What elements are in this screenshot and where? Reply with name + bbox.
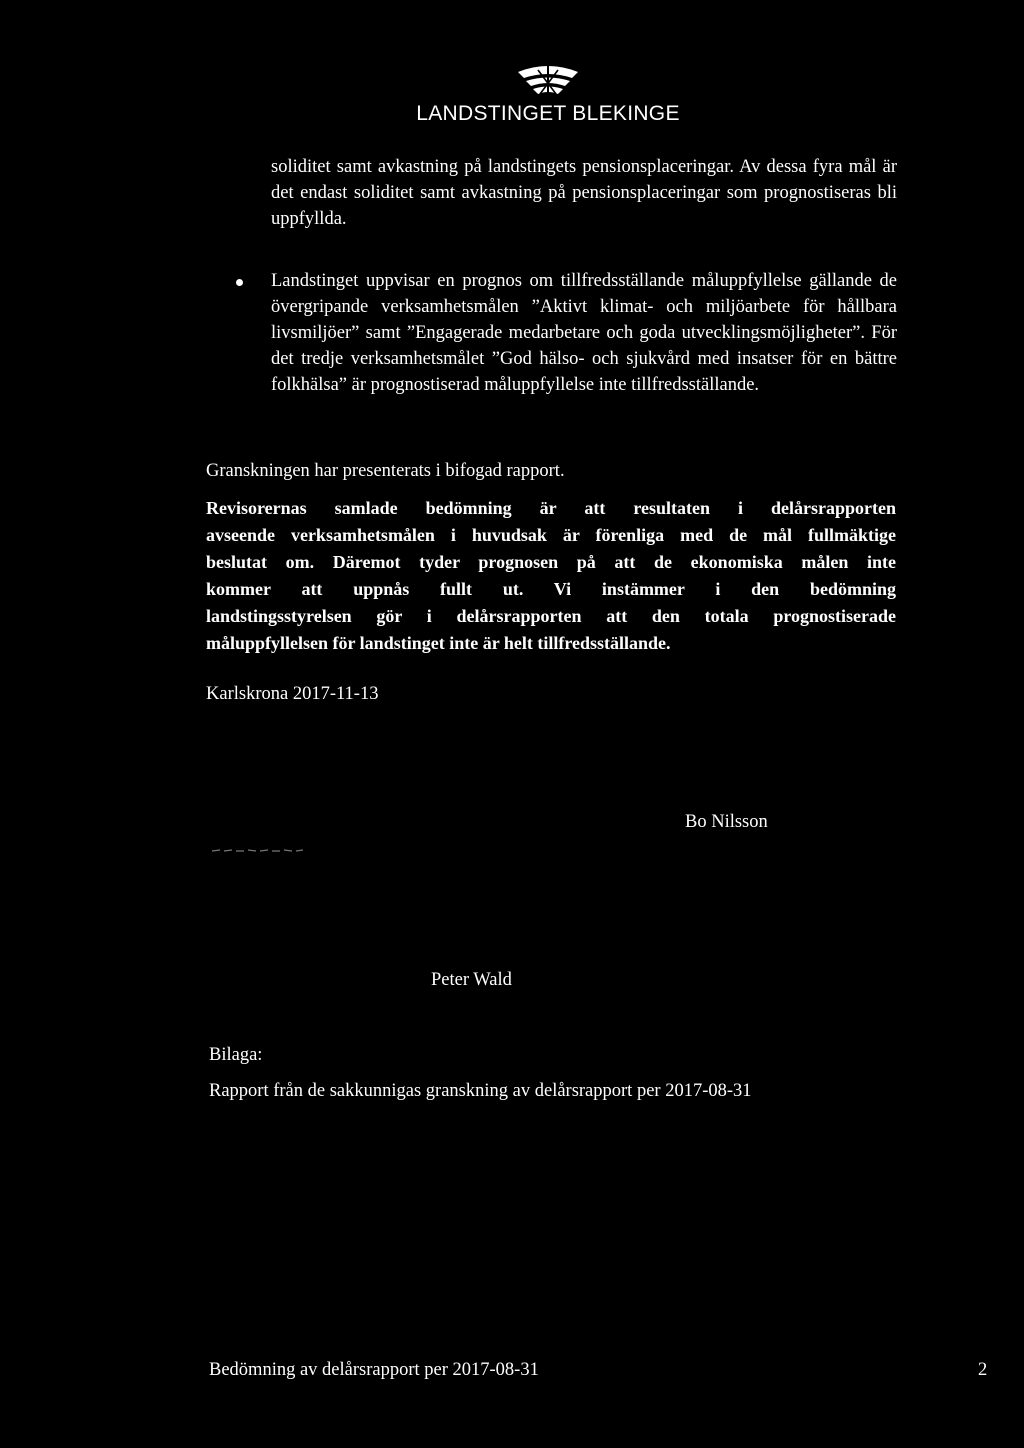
auditors-summary (206, 495, 896, 657)
attachment-item: Rapport från de sakkunnigas granskning av delårsrapport per 2017-08-31 (209, 1081, 752, 1101)
signer-name: Bo Nilsson (685, 812, 768, 832)
summary-line: kommer att uppnås fullt ut. Vi instämmer i den bedömning (206, 579, 896, 599)
org-name: LANDSTINGET BLEKINGE (416, 102, 680, 125)
place-date: Karlskrona 2017-11-13 (206, 684, 379, 704)
landstinget-emblem-icon (512, 62, 584, 98)
review-note-text: Granskningen har presenterats i bifogad rapport. (206, 461, 565, 481)
signer-name: Peter Wald (431, 970, 512, 990)
summary-line: Revisorernas samlade bedömning är att resultaten i delårsrapporten (206, 498, 896, 518)
paragraph-text: soliditet samt avkastning på landstingets pensionsplaceringar. Av dessa fyra mål är det endast soliditet samt avkastning på pensionsplaceringar som prognostiseras bli uppfyllda. (271, 157, 897, 229)
body-paragraph-intro (271, 154, 897, 232)
bullet-item (232, 268, 897, 398)
bullet-icon (236, 279, 243, 286)
attachment-label: Bilaga: (209, 1045, 263, 1065)
summary-line: måluppfyllelsen för landstinget inte är helt tillfredsställande. (206, 633, 671, 653)
faint-signature-mark (210, 846, 305, 854)
header-logo (410, 62, 686, 126)
footer-title: Bedömning av delårsrapport per 2017-08-31 (209, 1360, 539, 1380)
bullet-list (232, 268, 897, 398)
summary-line: landstingsstyrelsen gör i delårsrapporten att den totala prognostiserade (206, 606, 896, 626)
bullet-text: Landstinget uppvisar en prognos om tillfredsställande måluppfyllelse gällande de övergripande verksamhetsmålen ”Aktivt klimat- och miljöarbete för hållbara livsmiljöer” samt ”Engagerade medarbetare och goda utvecklingsmöjligheter”. För det tredje verksamhetsmålet ”God hälso- och sjukvård med insatser för en bättre folkhälsa” är prognostiserad måluppfyllelse inte tillfredsställande. (271, 271, 897, 395)
review-note (206, 458, 896, 484)
summary-line: avseende verksamhetsmålen i huvudsak är förenliga med de mål fullmäktige (206, 525, 896, 545)
page-number: 2 (978, 1360, 988, 1380)
summary-line: beslutat om. Däremot tyder prognosen på att de ekonomiska målen inte (206, 552, 896, 572)
